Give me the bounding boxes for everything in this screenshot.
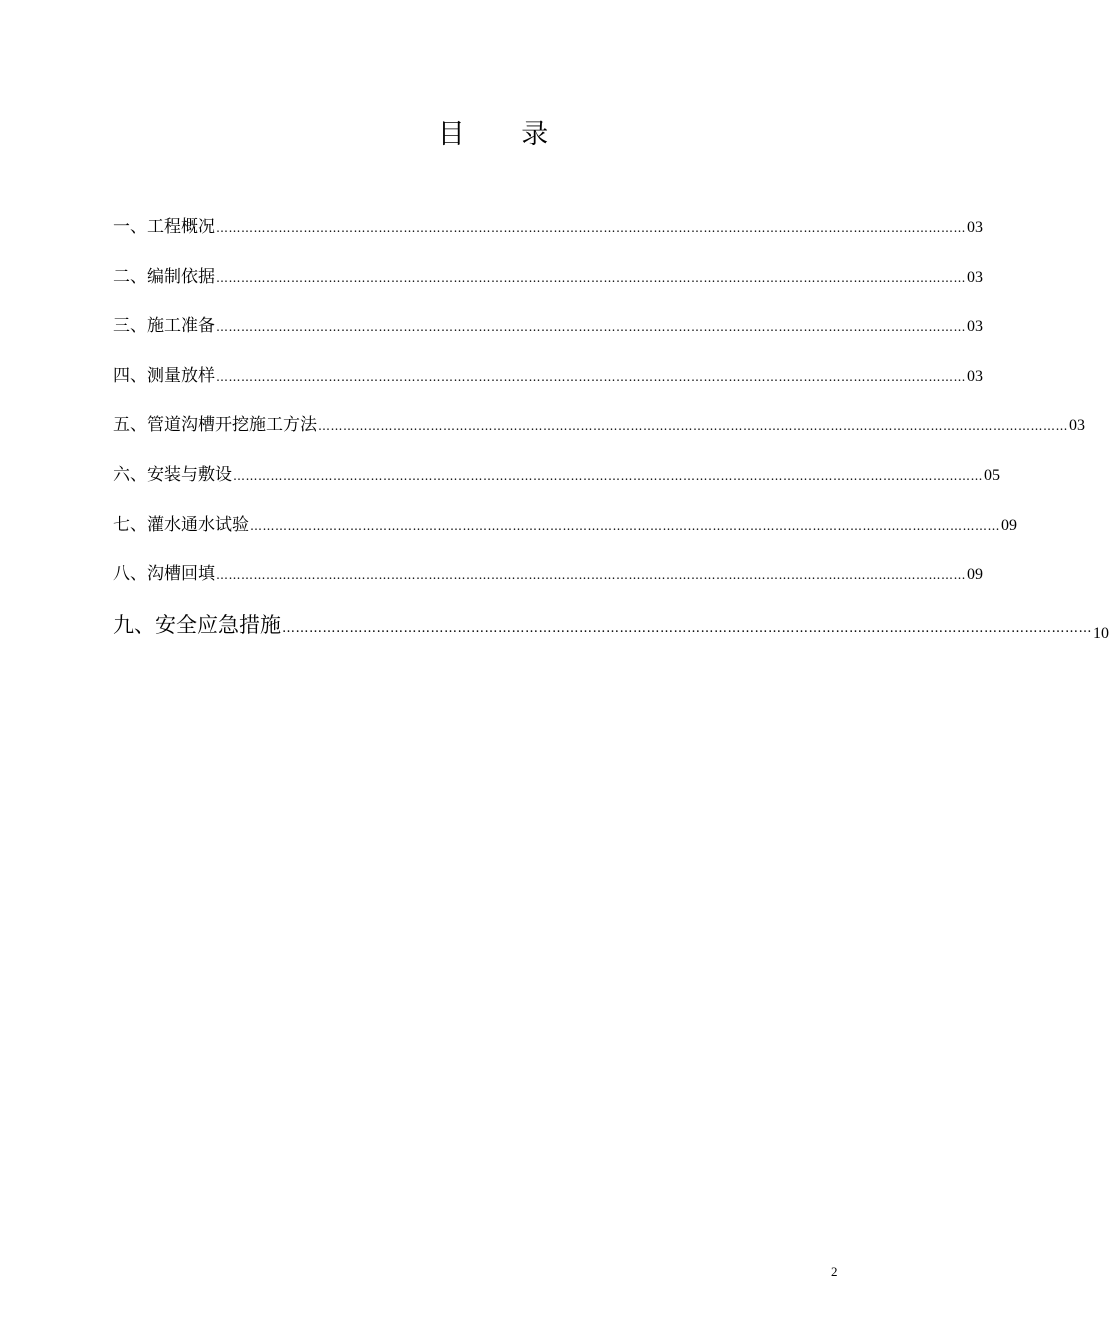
toc-entry-label: 二、编制依据 [113, 266, 215, 287]
toc-leader-dots: ……………………………………………………………………………………………………………………………………………………………… [216, 320, 966, 335]
toc-entry[interactable] [113, 609, 1109, 659]
toc-entry[interactable] [113, 559, 983, 609]
table-of-contents [113, 212, 1109, 658]
toc-entry[interactable] [113, 361, 983, 411]
toc-entry-page: 05 [984, 466, 1000, 484]
toc-entry-label: 七、灌水通水试验 [113, 514, 249, 535]
toc-entry[interactable] [113, 460, 1000, 510]
page-number: 2 [831, 1264, 838, 1279]
toc-entry-page: 03 [1069, 417, 1085, 435]
toc-leader-dots: ……………………………………………………………………………………………………………………………………………………………… [250, 518, 1000, 533]
toc-entry-label: 八、沟槽回填 [113, 564, 215, 585]
toc-leader-dots: ……………………………………………………………………………………………………………………………………………………………… [233, 468, 983, 483]
toc-entry-page: 09 [967, 566, 983, 584]
toc-leader-dots: ……………………………………………………………………………………………………………………………………………………………… [216, 221, 966, 235]
toc-entry-page: 09 [1001, 516, 1017, 534]
toc-entry-page: 03 [967, 318, 983, 336]
toc-entry-page: 03 [967, 219, 983, 236]
toc-entry-label: 五、管道沟槽开挖施工方法 [113, 415, 317, 436]
toc-leader-dots: ……………………………………………………………………………………………………………………………………………………………… [318, 419, 1068, 434]
toc-entry-label: 一、工程概况 [113, 217, 215, 237]
toc-leader-dots: ……………………………………………………………………………………………………………………………………………………………… [216, 568, 966, 583]
toc-entry-label: 九、安全应急措施 [113, 612, 281, 637]
toc-entry[interactable] [113, 410, 1085, 460]
toc-title: 目 录 [437, 119, 573, 150]
toc-entry-page: 03 [967, 268, 983, 286]
toc-leader-dots: ……………………………………………………………………………………………………………………………………………………………… [216, 369, 966, 384]
toc-entry[interactable] [113, 311, 983, 361]
toc-entry-label: 四、测量放样 [113, 365, 215, 386]
toc-leader-dots: ……………………………………………………………………………………………………………………………………………………………… [282, 620, 1092, 636]
toc-leader-dots: ……………………………………………………………………………………………………………………………………………………………… [216, 270, 966, 285]
toc-entry-label: 六、安装与敷设 [113, 464, 232, 485]
toc-entry-label: 三、施工准备 [113, 316, 215, 337]
toc-entry-page: 03 [967, 367, 983, 385]
toc-entry[interactable] [113, 510, 1017, 560]
toc-entry-page: 10 [1093, 624, 1109, 642]
toc-entry[interactable] [113, 262, 983, 312]
toc-entry[interactable] [113, 212, 983, 262]
